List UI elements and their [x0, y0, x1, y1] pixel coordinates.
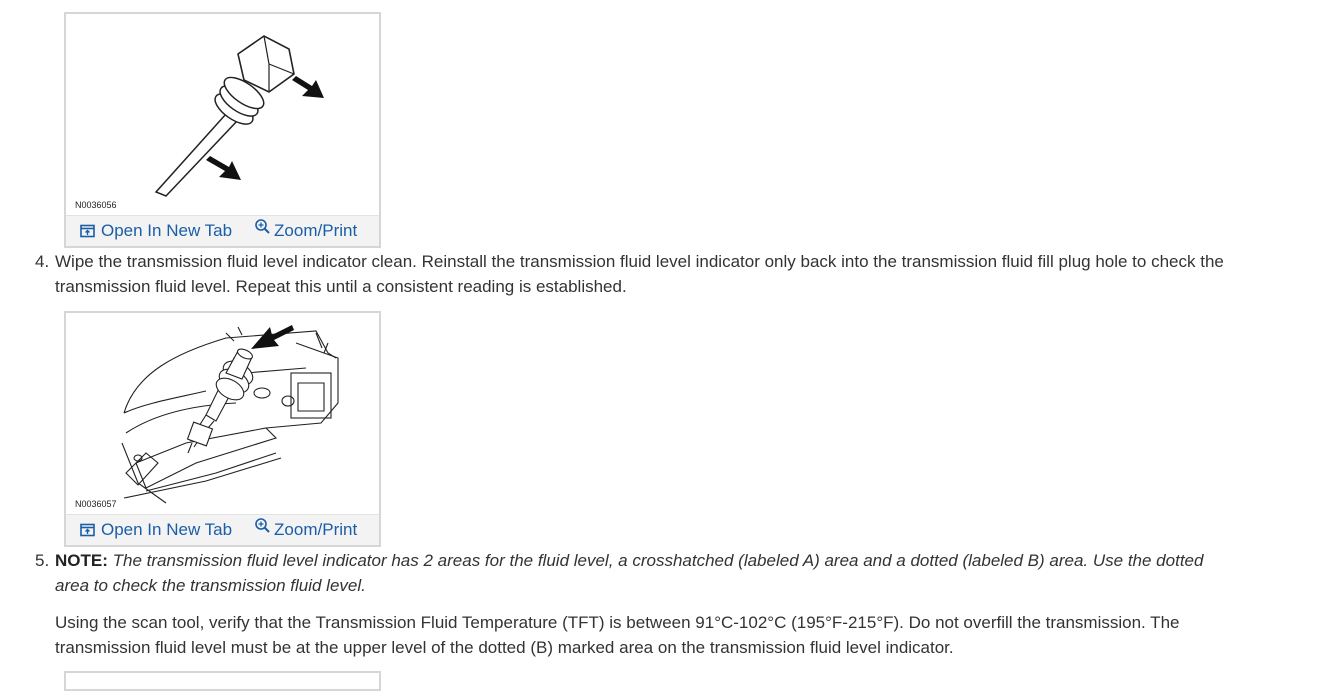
figure-partial [64, 671, 381, 691]
step-number: 5. [35, 551, 50, 570]
transmission-fill-plug-illustration [66, 313, 379, 515]
figure-dipstick [64, 12, 381, 248]
open-new-tab-icon [80, 523, 95, 537]
zoom-print-button[interactable] [254, 520, 357, 540]
zoom-in-icon [254, 517, 272, 535]
step-paragraph: Using the scan tool, verify that the Transmission Fluid Temperature (TFT) is between 91°C-102°C (195°F-215°F). Do not overfill the transmission. The transmission fluid level must be at the upper level of the dotted (B) marked area on the transmission fluid level indicator. [55, 613, 1180, 657]
open-in-new-tab-button[interactable] [80, 520, 232, 540]
open-in-new-tab-label: Open In New Tab [101, 520, 233, 539]
zoom-in-icon [254, 218, 272, 236]
open-in-new-tab-label: Open In New Tab [101, 221, 233, 240]
figure-toolbar [66, 514, 379, 545]
step-text: Wipe the transmission fluid level indicator clean. Reinstall the transmission fluid level indicator only back into the transmission fluid fill plug hole to check the transmission fluid level. Repeat this until a consistent reading is established. [55, 252, 1224, 296]
open-new-tab-icon [80, 224, 95, 238]
open-in-new-tab-button[interactable] [80, 221, 232, 241]
zoom-print-button[interactable] [254, 221, 357, 241]
figure-code: N0036057 [75, 499, 117, 509]
procedure-step-5 [35, 548, 1235, 660]
step-body [55, 548, 1235, 660]
dipstick-illustration [66, 14, 379, 216]
figure-toolbar [66, 215, 379, 246]
figure-code: N0036056 [75, 200, 117, 210]
note [55, 548, 1235, 598]
step-number: 4. [35, 252, 50, 271]
note-text: The transmission fluid level indicator has 2 areas for the fluid level, a crosshatched (labeled A) area and a dotted (labeled B) area. Use the dotted area to check the transmission fluid level. [55, 551, 1204, 595]
zoom-print-label: Zoom/Print [274, 520, 358, 539]
procedure-step-4 [35, 249, 1235, 299]
zoom-print-label: Zoom/Print [274, 221, 358, 240]
figure-dipstick-installed [64, 311, 381, 547]
note-label: NOTE: [55, 551, 108, 570]
